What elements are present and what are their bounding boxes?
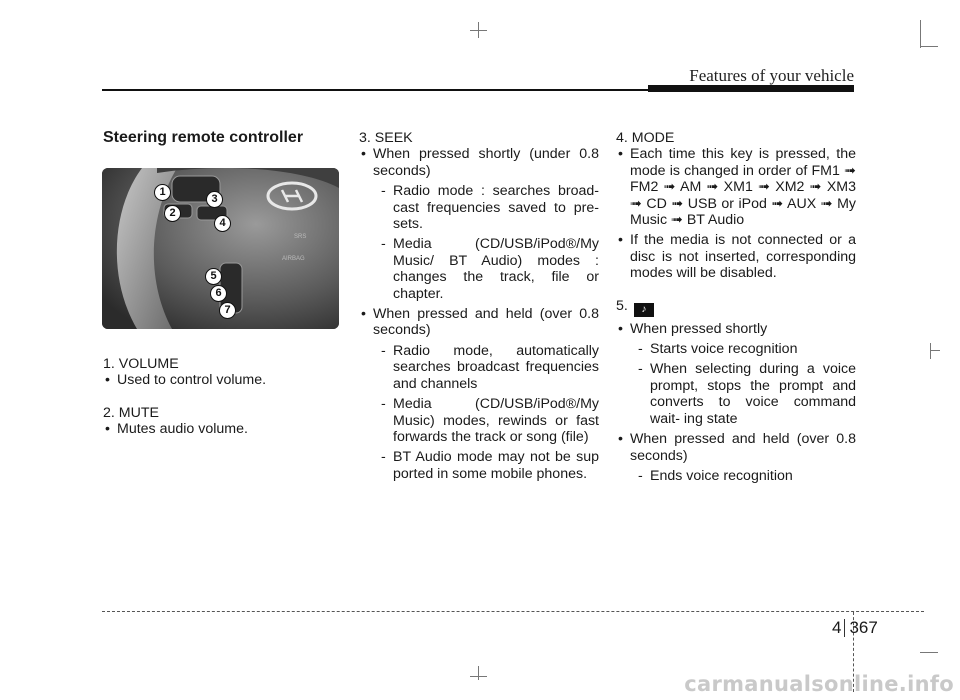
crop-mark-right xyxy=(930,343,931,359)
seek-short-dash-media: - Media (CD/USB/iPod®/My Music/ BT Audio) modes : changes the track, file or chapter. xyxy=(381,236,599,302)
voice-bullet-held: • When pressed and held (over 0.8 seconds) xyxy=(616,431,856,464)
seek-held-dash-media: - Media (CD/USB/iPod®/My Music) modes, rewinds or fast forwards the track or song (file) xyxy=(381,396,599,445)
crop-mark-top-right xyxy=(920,20,921,48)
crop-mark-right-bar xyxy=(930,350,940,351)
seek-short-dash-media-text: Media (CD/USB/iPod®/My Music/ BT Audio) modes : changes the track, file or chapter. xyxy=(393,236,599,302)
seek-held-dashes xyxy=(359,343,599,482)
voice-head-number: 5. xyxy=(616,297,628,314)
callout-1: 1 xyxy=(154,184,171,201)
seek-held-dash-radio-text: Radio mode, automatically searches broadcast frequencies and channels xyxy=(393,342,599,392)
item-volume-head: 1. VOLUME xyxy=(103,356,179,372)
seek-held-dash-media-text: Media (CD/USB/iPod®/My Music) modes, rewinds or fast forwards the track or song (file) xyxy=(393,396,599,445)
crop-mark-bottom xyxy=(478,666,479,680)
mode-head: 4. MODE xyxy=(616,130,675,146)
column-1-items xyxy=(103,356,339,438)
voice-head xyxy=(616,298,856,317)
seek-head: 3. SEEK xyxy=(359,130,413,146)
svg-text:AIRBAG: AIRBAG xyxy=(282,256,305,262)
voice-short-dashes xyxy=(616,341,856,427)
footer-rule xyxy=(102,611,924,612)
header-rule-tab xyxy=(648,85,854,92)
seek-bullet-held: • When pressed and held (over 0.8 seconds) xyxy=(359,306,599,339)
seek-short-dashes xyxy=(359,183,599,302)
voice-short-dash-start-text: Starts voice recognition xyxy=(650,341,798,358)
section-title: Steering remote controller xyxy=(103,129,304,146)
seek-held-dash-radio: - Radio mode, automatically searches broadcast frequencies and channels xyxy=(381,342,599,392)
callout-6: 6 xyxy=(210,285,227,302)
callout-7: 7 xyxy=(219,302,236,319)
voice-held-dashes xyxy=(616,468,856,484)
voice-bullet-short: • When pressed shortly xyxy=(616,321,856,337)
seek-short-dash-radio-text: Radio mode : searches broad- cast frequencies saved to pre- sets. xyxy=(393,183,599,233)
crop-mark-bottom-bar xyxy=(470,676,487,677)
voice-short-dash-start: - Starts voice recognition xyxy=(638,341,798,358)
item-mute-head: 2. MUTE xyxy=(103,404,159,421)
column-1 xyxy=(103,130,339,146)
item-volume-bullet: • Used to control volume. xyxy=(103,372,339,388)
column-2 xyxy=(359,130,599,482)
page-number-value: 367 xyxy=(849,618,878,637)
voice-held-dash-end: - Ends voice recognition xyxy=(638,467,793,484)
seek-bullet-short: • When pressed shortly (under 0.8 seconds) xyxy=(359,146,599,179)
mode-bullet-order: • Each time this key is pressed, the mode is changed in order of FM1 ➟ FM2 ➟ AM ➟ XM1 ➟ XM2 ➟ XM3 ➟ CD ➟ USB or iPod ➟ AUX ➟ My Music ➟ BT Audio xyxy=(616,146,856,228)
crop-mark-top-bar xyxy=(470,30,487,31)
seek-held-dash-bt-text: BT Audio mode may not be sup ported in some mobile phones. xyxy=(393,449,599,482)
crop-mark-bottom-right xyxy=(920,652,938,653)
voice-short-dash-prompt: - When selecting during a voice prompt, stops the prompt and converts to voice command wait- ing state xyxy=(638,361,856,427)
page-number-separator xyxy=(844,619,845,637)
callout-3: 3 xyxy=(206,191,223,208)
crop-mark-top-right-bar xyxy=(920,46,938,47)
page-header-title: Features of your vehicle xyxy=(689,66,854,85)
voice-short-dash-prompt-text: When selecting during a voice prompt, stops the prompt and converts to voice command wait- ing state xyxy=(650,361,856,427)
seek-held-dash-bt: - BT Audio mode may not be sup ported in some mobile phones. xyxy=(381,449,599,482)
voice-held-dash-end-text: Ends voice recognition xyxy=(650,467,793,484)
svg-text:SRS: SRS xyxy=(294,234,307,240)
callout-5: 5 xyxy=(205,268,222,285)
callout-4: 4 xyxy=(214,215,231,232)
column-3 xyxy=(616,130,856,484)
callout-2: 2 xyxy=(164,205,181,222)
watermark: carmanualsonline.info xyxy=(684,672,954,696)
mode-bullet-disabled: • If the media is not connected or a disc is not inserted, corresponding modes will be disabled. xyxy=(616,232,856,281)
item-mute-bullet: • Mutes audio volume. xyxy=(103,421,339,437)
chapter-number: 4 xyxy=(832,618,842,637)
page-number xyxy=(832,618,878,638)
voice-recognition-icon: ♪ xyxy=(634,303,654,317)
steering-wheel-figure xyxy=(102,168,339,329)
seek-short-dash-radio: - Radio mode : searches broad- cast frequencies saved to pre- sets. xyxy=(381,183,599,233)
